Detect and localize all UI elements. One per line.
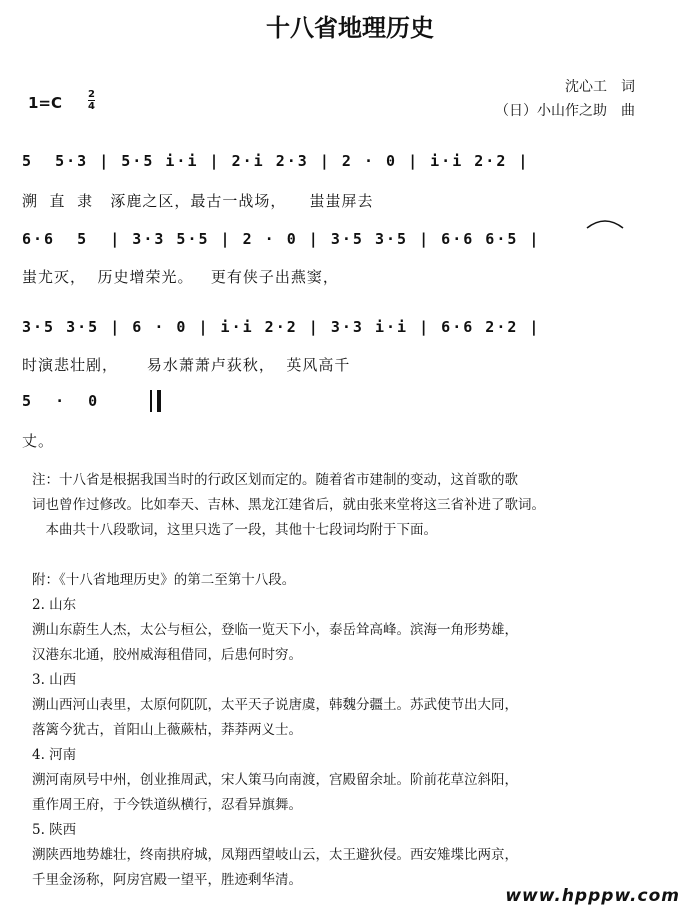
score-line-3-lyrics: 时演悲壮剧， 易水萧萧卢荻秋， 英风高千 [22,356,351,374]
appendix-label: 3. 山西 [32,672,77,688]
appendix-line: 溯河南夙号中州，创业推周武，宋人策马向南渡，宫殿留余址。阶前花草泣斜阳， [32,772,518,788]
appendix-label: 4. 河南 [32,747,77,763]
note-paragraph: 本曲共十八段歌词，这里只选了一段，其他十七段词均附于下面。 [32,522,437,538]
score-line-1-lyrics: 溯 直 隶 涿鹿之区，最古一战场， 蚩蚩屏去 [22,192,374,210]
score-line-1-notes: 5 5·3 | 5·5 i·i | 2·i 2·3 | 2 · 0 | i·i 2·2 | [22,152,530,170]
page-title: 十八省地理历史 [266,14,434,42]
appendix-section [32,568,672,893]
appendix-line: 重作周王府，于今铁道纵横行，忍看异旗舞。 [32,797,302,813]
score-line-2-lyrics: 蚩尤灭， 历史增荣光。 更有侠子出燕窦， [22,268,339,286]
slur-mark [585,216,625,230]
time-signature [88,89,95,112]
time-signature-bottom: 4 [88,101,95,112]
site-watermark: www.hpppw.com [505,886,680,906]
time-signature-top: 2 [88,89,95,100]
score-line-4-lyrics: 丈。 [22,432,55,450]
appendix-heading: 附：《十八省地理历史》的第二至第十八段。 [32,572,296,588]
appendix-label: 2. 山东 [32,597,77,613]
appendix-line: 溯山西河山表里，太原何阢阢，太平天子说唐虞，韩魏分疆土。苏武使节出大同， [32,697,518,713]
score-line-2-notes: 6·6 5 | 3·3 5·5 | 2 · 0 | 3·5 3·5 | 6·6 6·5 | [22,230,541,248]
note-paragraph: 注：十八省是根据我国当时的行政区划而定的。随着省市建制的变动，这首歌的歌 [32,472,518,488]
appendix-line: 千里金汤称，阿房宫殿一望平，胜迹剩华清。 [32,872,302,888]
key-signature: 1=C [28,94,63,112]
score-line-3-notes: 3·5 3·5 | 6 · 0 | i·i 2·2 | 3·3 i·i | 6·6 2·2 | [22,318,541,336]
appendix-line: 汉港东北通，胶州威海租借同，后患何时穷。 [32,647,302,663]
composer-credit: （日）小山作之助 曲 [495,103,635,119]
score-line-4-notes: 5 · 0 [22,392,100,410]
appendix-label: 5. 陕西 [32,822,77,838]
note-paragraph: 词也曾作过修改。比如奉天、吉林、黑龙江建省后，就由张来堂将这三省补进了歌词。 [32,497,545,513]
appendix-line: 溯陕西地势雄壮，终南拱府城，凤翔西望岐山云，太王避狄侵。西安雉堞比两京， [32,847,518,863]
lyricist-credit: 沈心工 词 [565,79,635,95]
appendix-line: 溯山东蔚生人杰，太公与桓公，登临一览天下小，泰岳耸高峰。滨海一角形势雄， [32,622,518,638]
final-barline [150,390,161,412]
appendix-line: 落篱今犹古，首阳山上薇蕨枯，莽莽两义士。 [32,722,302,738]
note-section [32,468,672,543]
